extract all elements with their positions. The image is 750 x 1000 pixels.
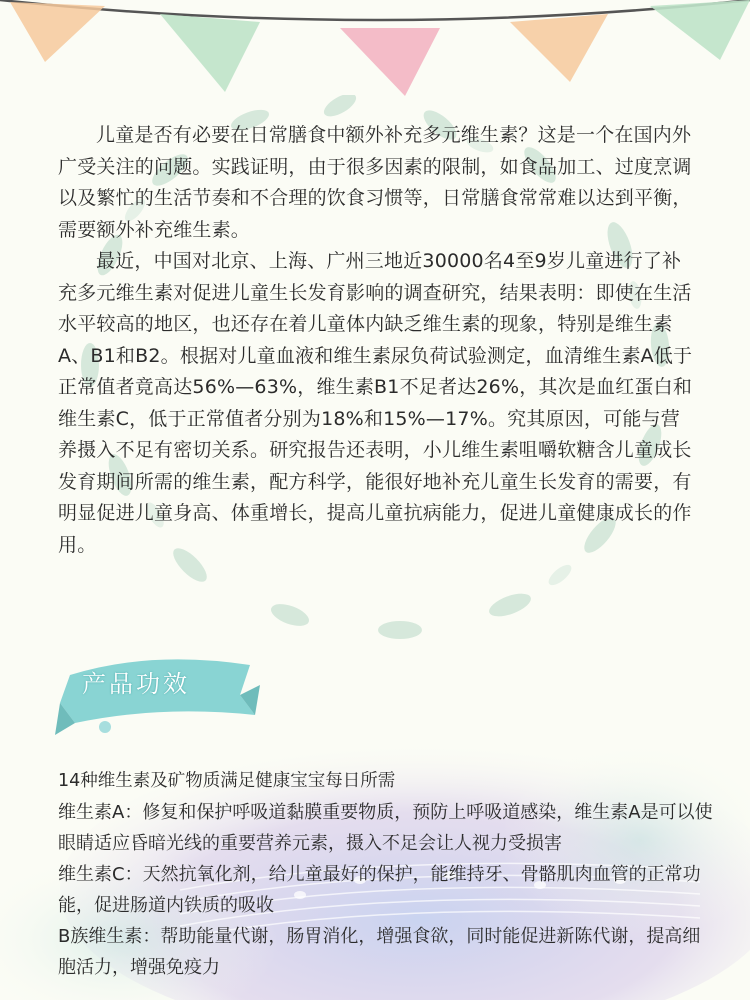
intro-text [58, 120, 698, 561]
flag-green-left [160, 14, 260, 92]
intro-paragraph-2: 最近，中国对北京、上海、广州三地近30000名4至9岁儿童进行了补充多元维生素对促进儿童生长发育影响的调查研究，结果表明：即使在生活水平较高的地区，也还存在着儿童体内缺乏维生素的现象，特别是维生素A、B1和B2。根据对儿童血液和维生素尿负荷试验测定，血清维生素A低于正常值者竟高达56%—63%，维生素B1不足者达26%，其次是血红蛋白和维生素C，低于正常值者分别为18%和15%—17%。究其原因，可能与营养摄入不足有密切关系。研究报告还表明，小儿维生素咀嚼软糖含儿童成长发育期间所需的维生素，配方科学，能很好地补充儿童生长发育的需要，有明显促进儿童身高、体重增长，提高儿童抗病能力，促进儿童健康成长的作用。 [58, 250, 693, 556]
flag-orange-left [10, 2, 105, 62]
vitamin-c-item: 维生素C：天然抗氧化剂，给儿童最好的保护，能维持牙、骨骼肌肉血管的正常功能，促进肠道内铁质的吸收 [58, 864, 701, 916]
vitamin-b-item: B族维生素：帮助能量代谢，肠胃消化，增强食欲，同时能促进新陈代谢，提高细胞活力，增强免疫力 [58, 926, 701, 978]
benefits-headline: 14种维生素及矿物质满足健康宝宝每日所需 [58, 771, 396, 791]
section-title: 产品功效 [82, 670, 190, 698]
bunting-banner [0, 0, 750, 110]
bunting-string [0, 0, 750, 20]
benefits-list [58, 766, 718, 983]
flag-pink-center [340, 28, 440, 96]
intro-paragraph-1: 儿童是否有必要在日常膳食中额外补充多元维生素？这是一个在国内外广受关注的问题。实践证明，由于很多因素的限制，如食品加工、过度烹调以及繁忙的生活节奏和不合理的饮食习惯等，日常膳食常常难以达到平衡，需要额外补充维生素。 [58, 124, 692, 241]
flag-orange-right [510, 14, 608, 82]
flag-green-right [650, 0, 750, 60]
vitamin-a-item: 维生素A：修复和保护呼吸道黏膜重要物质，预防上呼吸道感染，维生素A是可以使眼睛适应昏暗光线的重要营养元素，摄入不足会让人视力受损害 [58, 802, 713, 854]
